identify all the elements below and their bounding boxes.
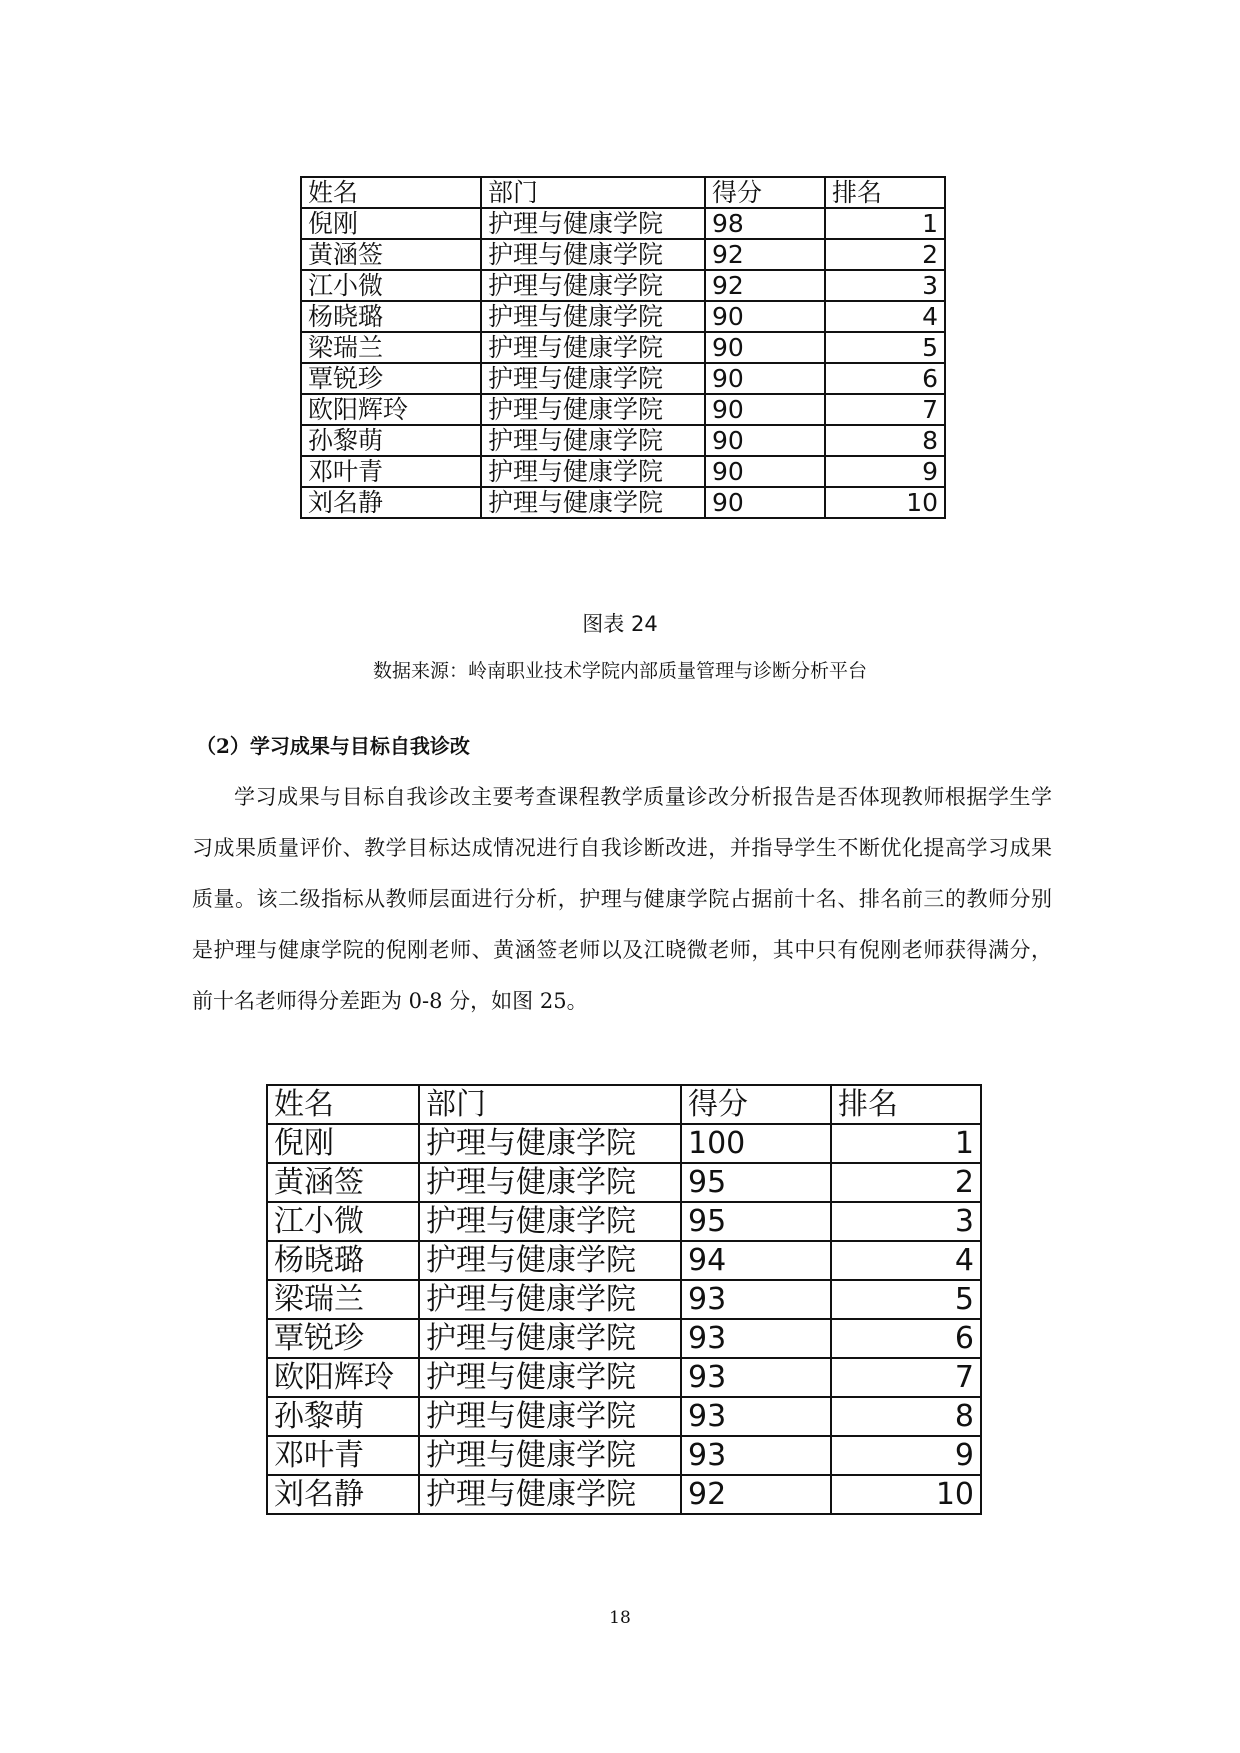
cell-name: 刘名静 [267, 1475, 419, 1514]
cell-score: 93 [681, 1319, 831, 1358]
cell-score: 93 [681, 1436, 831, 1475]
cell-department: 护理与健康学院 [419, 1163, 681, 1202]
figure-source: 数据来源：岭南职业技术学院内部质量管理与诊断分析平台 [372, 660, 867, 682]
cell-department: 护理与健康学院 [419, 1319, 681, 1358]
header-department: 部门 [481, 177, 705, 208]
cell-score: 90 [705, 332, 825, 363]
cell-score: 92 [705, 239, 825, 270]
cell-name: 邓叶青 [267, 1436, 419, 1475]
cell-department: 护理与健康学院 [481, 239, 705, 270]
table-row [267, 1397, 981, 1436]
table-row [301, 456, 945, 487]
cell-score: 90 [705, 301, 825, 332]
cell-department: 护理与健康学院 [481, 394, 705, 425]
header-rank: 排名 [831, 1085, 981, 1124]
table-header-row [301, 177, 945, 208]
cell-rank: 5 [831, 1280, 981, 1319]
cell-department: 护理与健康学院 [419, 1397, 681, 1436]
cell-name: 黄涵签 [301, 239, 481, 270]
cell-name: 邓叶青 [301, 456, 481, 487]
cell-rank: 6 [825, 363, 945, 394]
cell-department: 护理与健康学院 [419, 1202, 681, 1241]
cell-name: 倪刚 [267, 1124, 419, 1163]
table-row [267, 1280, 981, 1319]
table-header-row [267, 1085, 981, 1124]
cell-department: 护理与健康学院 [481, 270, 705, 301]
cell-rank: 9 [831, 1436, 981, 1475]
cell-rank: 2 [831, 1163, 981, 1202]
header-rank: 排名 [825, 177, 945, 208]
page-number: 18 [609, 1608, 631, 1628]
cell-score: 90 [705, 456, 825, 487]
cell-name: 欧阳辉玲 [267, 1358, 419, 1397]
cell-rank: 7 [825, 394, 945, 425]
cell-rank: 4 [831, 1241, 981, 1280]
cell-name: 欧阳辉玲 [301, 394, 481, 425]
cell-department: 护理与健康学院 [481, 332, 705, 363]
header-name: 姓名 [267, 1085, 419, 1124]
cell-department: 护理与健康学院 [419, 1241, 681, 1280]
cell-department: 护理与健康学院 [419, 1358, 681, 1397]
cell-department: 护理与健康学院 [481, 487, 705, 518]
cell-rank: 4 [825, 301, 945, 332]
table-row [267, 1358, 981, 1397]
table-row [301, 301, 945, 332]
cell-rank: 1 [831, 1124, 981, 1163]
header-name: 姓名 [301, 177, 481, 208]
cell-score: 92 [705, 270, 825, 301]
cell-department: 护理与健康学院 [481, 301, 705, 332]
score-table-figure-24 [300, 176, 946, 519]
cell-score: 95 [681, 1202, 831, 1241]
cell-rank: 3 [825, 270, 945, 301]
cell-department: 护理与健康学院 [419, 1124, 681, 1163]
cell-department: 护理与健康学院 [481, 456, 705, 487]
cell-department: 护理与健康学院 [419, 1280, 681, 1319]
cell-score: 92 [681, 1475, 831, 1514]
cell-name: 孙黎萌 [301, 425, 481, 456]
table-row [267, 1202, 981, 1241]
cell-name: 江小微 [267, 1202, 419, 1241]
table-row [301, 487, 945, 518]
body-paragraph: 学习成果与目标自我诊改主要考查课程教学质量诊改分析报告是否体现教师根据学生学习成果质量评价、教学目标达成情况进行自我诊断改进，并指导学生不断优化提高学习成果质量。该二级指标从教师层面进行分析，护理与健康学院占据前十名、排名前三的教师分别是护理与健康学院的倪刚老师、黄涵签老师以及江晓微老师，其中只有倪刚老师获得满分，前十名老师得分差距为 0-8 分，如图 25。 [192, 785, 1052, 1013]
cell-name: 杨晓璐 [267, 1241, 419, 1280]
cell-name: 江小微 [301, 270, 481, 301]
cell-department: 护理与健康学院 [481, 425, 705, 456]
cell-name: 孙黎萌 [267, 1397, 419, 1436]
table-row [301, 270, 945, 301]
cell-score: 93 [681, 1397, 831, 1436]
cell-department: 护理与健康学院 [419, 1475, 681, 1514]
cell-rank: 7 [831, 1358, 981, 1397]
table-row [267, 1241, 981, 1280]
cell-score: 98 [705, 208, 825, 239]
cell-score: 94 [681, 1241, 831, 1280]
table-row [267, 1163, 981, 1202]
cell-department: 护理与健康学院 [419, 1436, 681, 1475]
cell-rank: 10 [831, 1475, 981, 1514]
table-row [301, 363, 945, 394]
table-row [301, 332, 945, 363]
cell-score: 90 [705, 394, 825, 425]
table-row [301, 394, 945, 425]
cell-rank: 6 [831, 1319, 981, 1358]
table-row [267, 1124, 981, 1163]
cell-department: 护理与健康学院 [481, 208, 705, 239]
cell-score: 95 [681, 1163, 831, 1202]
cell-rank: 2 [825, 239, 945, 270]
score-table-figure-25 [266, 1084, 982, 1515]
table-row [267, 1475, 981, 1514]
cell-name: 覃锐珍 [301, 363, 481, 394]
cell-rank: 10 [825, 487, 945, 518]
cell-name: 刘名静 [301, 487, 481, 518]
cell-rank: 9 [825, 456, 945, 487]
header-department: 部门 [419, 1085, 681, 1124]
cell-score: 90 [705, 425, 825, 456]
cell-rank: 3 [831, 1202, 981, 1241]
header-score: 得分 [681, 1085, 831, 1124]
cell-name: 梁瑞兰 [267, 1280, 419, 1319]
figure-title: 图表 24 [582, 612, 658, 636]
cell-rank: 8 [831, 1397, 981, 1436]
header-score: 得分 [705, 177, 825, 208]
table-row [301, 239, 945, 270]
table-row [301, 425, 945, 456]
cell-rank: 8 [825, 425, 945, 456]
cell-name: 杨晓璐 [301, 301, 481, 332]
table-row [267, 1319, 981, 1358]
cell-score: 90 [705, 363, 825, 394]
cell-score: 100 [681, 1124, 831, 1163]
cell-name: 覃锐珍 [267, 1319, 419, 1358]
cell-rank: 1 [825, 208, 945, 239]
cell-score: 93 [681, 1280, 831, 1319]
cell-score: 90 [705, 487, 825, 518]
cell-score: 93 [681, 1358, 831, 1397]
cell-rank: 5 [825, 332, 945, 363]
table-row [267, 1436, 981, 1475]
cell-name: 梁瑞兰 [301, 332, 481, 363]
cell-name: 黄涵签 [267, 1163, 419, 1202]
cell-department: 护理与健康学院 [481, 363, 705, 394]
cell-name: 倪刚 [301, 208, 481, 239]
table-row [301, 208, 945, 239]
section-heading: （2）学习成果与目标自我诊改 [196, 734, 470, 758]
